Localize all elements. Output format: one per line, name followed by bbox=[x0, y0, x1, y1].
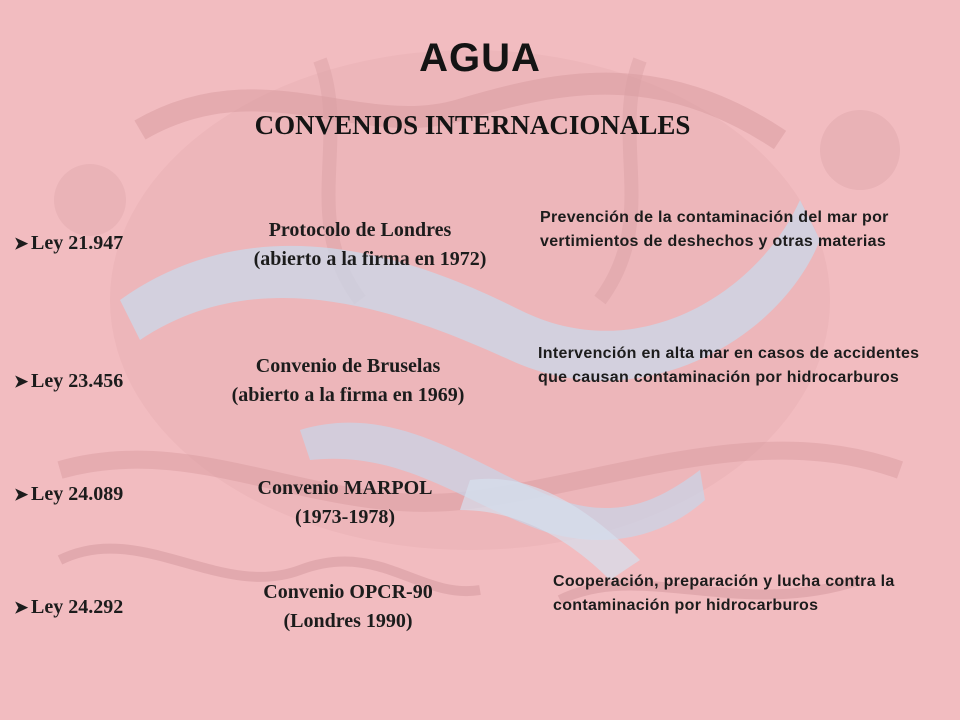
convention-date: (1973-1978) bbox=[295, 506, 395, 528]
convention-date: (abierto a la firma en 1969) bbox=[231, 384, 465, 406]
convention-name bbox=[178, 352, 518, 410]
convention-name bbox=[190, 216, 530, 274]
arrowhead-bullet-icon: ➤ bbox=[14, 484, 29, 504]
arrowhead-bullet-icon: ➤ bbox=[14, 597, 29, 617]
convention-name bbox=[175, 474, 515, 532]
arrowhead-bullet-icon: ➤ bbox=[14, 371, 29, 391]
law-number: Ley 23.456 bbox=[31, 370, 124, 392]
law-number: Ley 21.947 bbox=[31, 232, 124, 254]
convention-description: Cooperación, preparación y lucha contra la contaminación por hidrocarburos bbox=[553, 573, 895, 614]
convention-name bbox=[178, 578, 518, 636]
convention-date: (abierto a la firma en 1972) bbox=[253, 248, 487, 270]
page-title: AGUA bbox=[419, 36, 541, 80]
convention-title: Convenio MARPOL bbox=[257, 477, 433, 499]
law-item bbox=[14, 232, 123, 255]
convention-title: Convenio OPCR-90 bbox=[263, 581, 433, 603]
page-subtitle: CONVENIOS INTERNACIONALES bbox=[254, 110, 691, 140]
convention-title: Convenio de Bruselas bbox=[255, 355, 441, 377]
law-item bbox=[14, 596, 123, 619]
convention-date: (Londres 1990) bbox=[283, 610, 413, 632]
convention-description: Intervención en alta mar en casos de accidentes que causan contaminación por hidrocarburos bbox=[538, 345, 920, 386]
arrowhead-bullet-icon: ➤ bbox=[14, 233, 29, 253]
convention-description: Prevención de la contaminación del mar por vertimientos de deshechos y otras materias bbox=[540, 209, 889, 250]
law-number: Ley 24.292 bbox=[31, 596, 124, 618]
law-item bbox=[14, 483, 123, 506]
law-item bbox=[14, 370, 123, 393]
convention-title: Protocolo de Londres bbox=[268, 219, 452, 241]
law-number: Ley 24.089 bbox=[31, 483, 124, 505]
